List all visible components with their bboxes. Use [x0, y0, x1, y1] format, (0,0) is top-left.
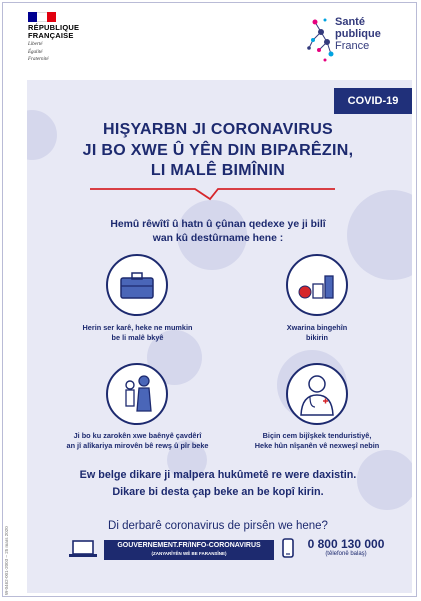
briefcase-icon	[106, 254, 168, 316]
family-icon	[106, 363, 168, 425]
item-family-caption	[45, 431, 230, 450]
info-url: GOUVERNEMENT.FR/INFO-CORONAVIRUS	[117, 542, 261, 549]
hotline-note: (têlefonê balaş)	[325, 551, 367, 557]
red-speech-line	[0, 0, 421, 210]
item-work-line1: Herin ser karê, heke ne mumkin	[82, 323, 193, 332]
doctor-icon	[286, 363, 348, 425]
republic-name-line2: FRANÇAISE	[28, 31, 74, 40]
subtitle	[28, 218, 408, 246]
document-reference: W-0462-001-2003 – 25 mars 2020	[4, 526, 9, 595]
item-groceries-caption	[262, 323, 372, 342]
motto-fraternite: Fraternité	[28, 57, 49, 62]
republic-name-line1: RÉPUBLIQUE	[28, 23, 80, 32]
title-line2: JI BO XWE Û YÊN DIN BIPARÊZIN,	[82, 141, 354, 159]
subtitle-line2: wan kû destûrname hene :	[152, 233, 284, 244]
item-doctor-line1: Biçin cem bijîşkek tenduristiyê,	[262, 431, 372, 440]
title-line1: HIŞYARBN JI CORONAVIRUS	[102, 121, 334, 138]
title-line3: LI MALÊ BIMÎNIN	[150, 162, 286, 179]
motto-egalite: Égalité	[28, 49, 43, 55]
item-family-line2: an jî alîkariya mirovên bê rewş û pîr beke	[66, 440, 209, 450]
item-doctor-caption	[247, 431, 387, 450]
covid-badge: COVID-19	[334, 88, 412, 114]
phone-icon	[282, 538, 294, 558]
note-line1: Ew belge dikare ji malpera hukûmetê re were daxistin.	[79, 469, 357, 481]
info-coronavirus-link[interactable]	[104, 540, 274, 560]
contact-question: Di derbarê coronavirus de pirsên we hene?	[108, 520, 328, 532]
item-groceries-line1: Xwarina bingehîn	[286, 323, 348, 332]
hotline[interactable]	[296, 538, 396, 558]
item-work-line2: be li malê bkyê	[111, 332, 164, 342]
motto-liberte: Liberté	[28, 42, 43, 47]
laptop-icon	[68, 539, 98, 559]
subtitle-line1: Hemû rêwîtî û hatn û çûnan qedexe ye ji bilî	[110, 219, 326, 230]
groceries-icon	[286, 254, 348, 316]
download-note	[28, 467, 408, 501]
info-url-note: (ZANYARÎYÊN WÊ BE FARANSÎNE)	[151, 551, 227, 556]
item-groceries-line2: bikirin	[306, 332, 328, 342]
brand-line1: Santé	[335, 16, 365, 28]
item-family-line1: Ji bo ku zarokên xwe baênyê çavdêrî	[73, 431, 202, 440]
item-doctor-line2: Heke hûn nîşanên vê nexweşî nebin	[254, 440, 380, 450]
brand-line2: publique	[335, 28, 381, 40]
item-work-caption	[70, 323, 205, 342]
brand-line3: France	[335, 40, 370, 52]
hotline-number: 0 800 130 000	[307, 537, 385, 551]
note-line2: Dikare bi desta çap beke an be kopî kirin.	[112, 486, 324, 498]
